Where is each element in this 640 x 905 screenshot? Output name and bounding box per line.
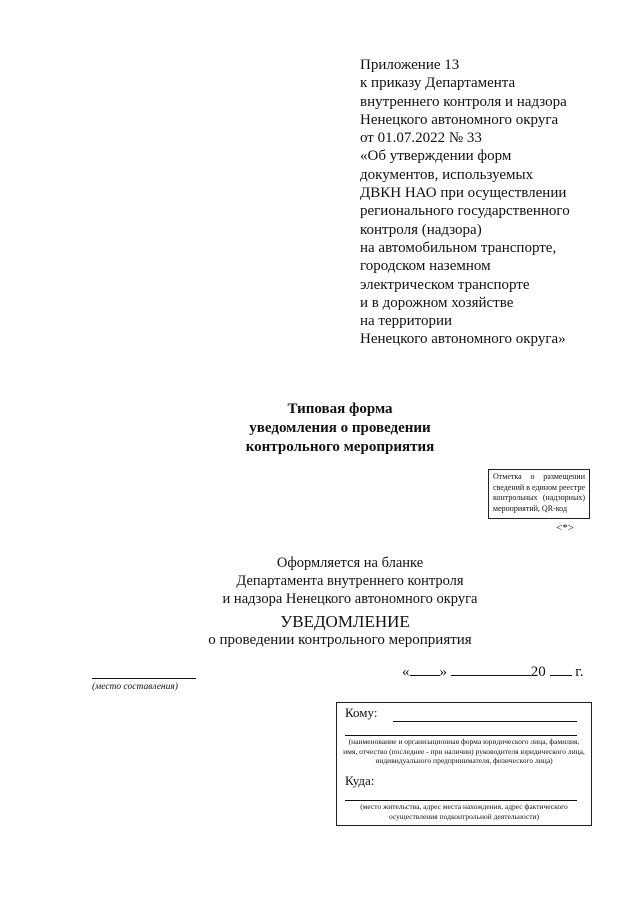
form-title-line: уведомления о проведении xyxy=(249,420,431,436)
appendix-line: на автомобильном транспорте, xyxy=(360,239,557,256)
form-title-line: контрольного мероприятия xyxy=(245,439,435,455)
to-line-2[interactable] xyxy=(345,735,577,736)
year-prefix: 20 xyxy=(530,664,546,680)
appendix-line: Ненецкого автономного округа» xyxy=(360,331,566,348)
to-caption: (наименование и организационная форма юридического лица, фамилия, имя, отчество (последнее - при наличии) руководителя юридического лица, индивидуального предпринимателя, физического лица) xyxy=(343,737,585,765)
qr-registry-box xyxy=(488,469,590,519)
appendix-line: городском наземном xyxy=(360,258,491,275)
where-label: Куда: xyxy=(345,773,375,788)
month-blank[interactable] xyxy=(451,660,531,676)
form-title xyxy=(0,400,640,457)
qr-registry-text: Отметка о размещении сведений в едином реестре контрольных (надзорных) мероприятий, QR-код xyxy=(493,472,585,513)
to-line[interactable] xyxy=(393,721,577,722)
appendix-line: внутреннего контроля и надзора xyxy=(360,93,567,110)
recipient-box xyxy=(336,702,592,826)
appendix-line: регионального государственного xyxy=(360,203,570,220)
notice-subtitle: о проведении контрольного мероприятия xyxy=(208,632,472,648)
appendix-line: документов, используемых xyxy=(360,166,534,183)
year-blank[interactable] xyxy=(550,660,572,676)
place-label: (место составления) xyxy=(92,682,178,692)
appendix-line: к приказу Департамента xyxy=(360,75,516,92)
appendix-line: контроля (надзора) xyxy=(360,221,482,238)
appendix-line: от 01.07.2022 № 33 xyxy=(360,130,482,147)
appendix-header xyxy=(360,56,570,349)
day-blank[interactable] xyxy=(410,660,440,676)
form-title-line: Типовая форма xyxy=(287,401,393,417)
appendix-line: на территории xyxy=(360,313,453,330)
where-caption: (место жительства, адрес места нахождения, адрес фактического осуществления подконтрольной деятельности) xyxy=(360,802,568,821)
appendix-line: Ненецкого автономного округа xyxy=(360,111,559,128)
where-line[interactable] xyxy=(345,800,577,801)
to-label: Кому: xyxy=(345,705,378,720)
notice-title: УВЕДОМЛЕНИЕ xyxy=(280,612,410,631)
appendix-line: ДВКН НАО при осуществлении xyxy=(360,185,567,202)
year-suffix: г. xyxy=(575,664,584,680)
appendix-line: и в дорожном хозяйстве xyxy=(360,294,514,311)
blank-instruction-line: Оформляется на бланке xyxy=(276,555,424,571)
date-open-quote: « xyxy=(402,664,410,680)
blank-instruction-line: Департамента внутреннего контроля xyxy=(236,573,464,589)
place-field[interactable] xyxy=(92,664,196,679)
appendix-line: «Об утверждении форм xyxy=(360,148,512,165)
appendix-line: Приложение 13 xyxy=(360,57,460,73)
appendix-line: электрическом транспорте xyxy=(360,276,530,293)
footnote-marker: <*> xyxy=(556,522,574,534)
date-field xyxy=(402,660,583,681)
date-close-quote: » xyxy=(439,664,447,680)
blank-instruction-line: и надзора Ненецкого автономного округа xyxy=(222,591,478,607)
blank-instruction xyxy=(0,554,640,608)
